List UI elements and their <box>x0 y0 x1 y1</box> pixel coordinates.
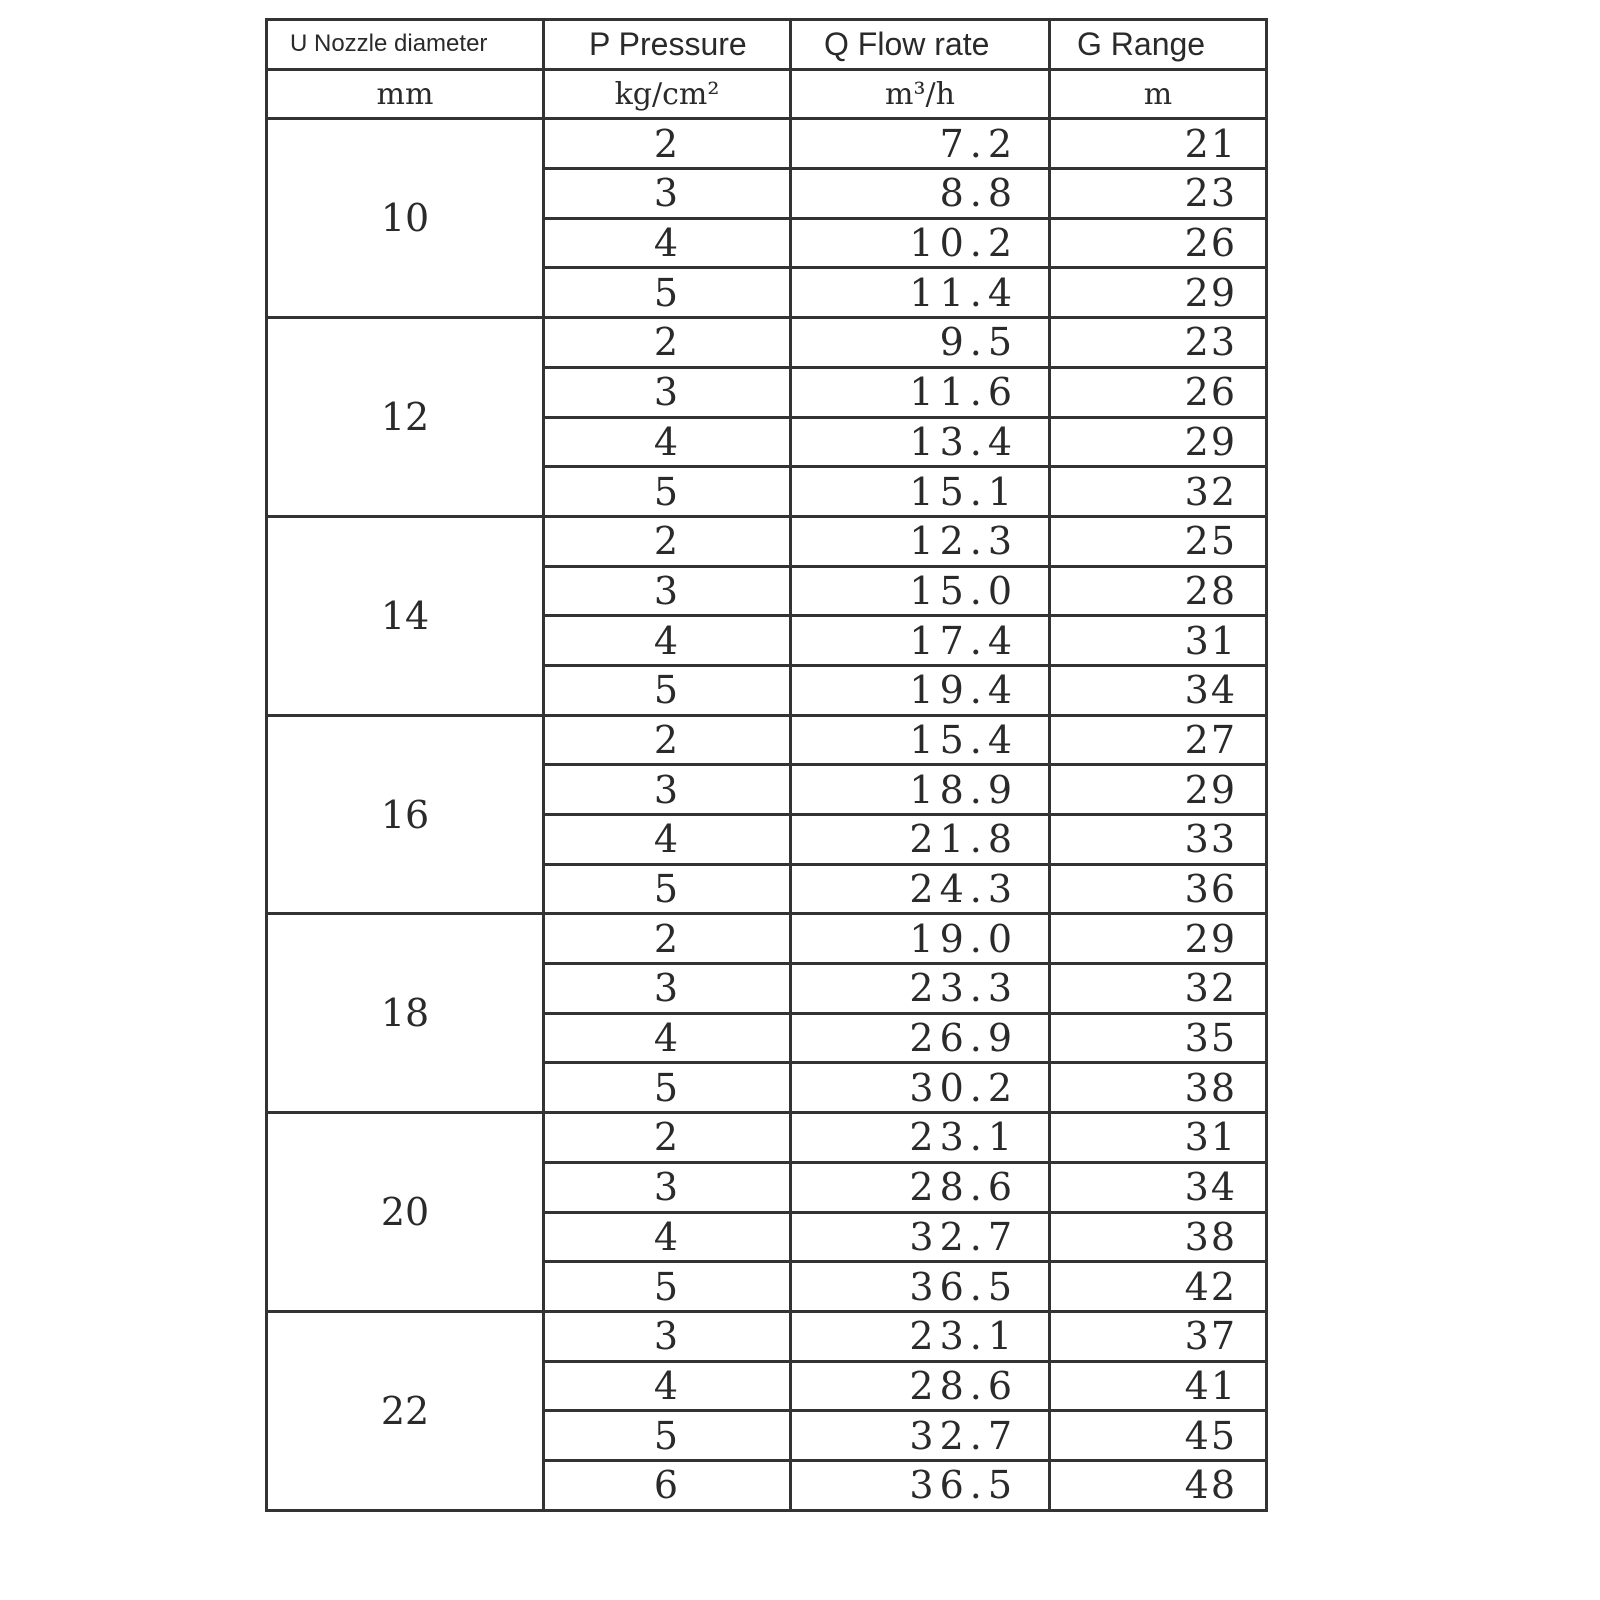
pressure-cell: 5 <box>544 1063 791 1113</box>
range-cell: 23 <box>1050 169 1267 219</box>
range-cell: 23 <box>1050 318 1267 368</box>
pressure-cell: 5 <box>544 1262 791 1312</box>
pressure-cell: 4 <box>544 417 791 467</box>
table-row <box>267 1311 1267 1361</box>
range-cell: 42 <box>1050 1262 1267 1312</box>
range-cell: 48 <box>1050 1460 1267 1510</box>
flow-rate-cell: 17.4 <box>791 616 1050 666</box>
range-cell: 34 <box>1050 665 1267 715</box>
flow-rate-cell: 32.7 <box>791 1411 1050 1461</box>
pressure-cell: 3 <box>544 765 791 815</box>
header-flow-rate: Q Flow rate <box>791 20 1050 70</box>
nozzle-diameter-cell: 22 <box>267 1311 544 1510</box>
nozzle-diameter-cell: 20 <box>267 1113 544 1312</box>
range-cell: 27 <box>1050 715 1267 765</box>
range-cell: 36 <box>1050 864 1267 914</box>
pressure-cell: 5 <box>544 268 791 318</box>
flow-rate-cell: 23.3 <box>791 964 1050 1014</box>
pressure-cell: 2 <box>544 1113 791 1163</box>
pressure-cell: 2 <box>544 914 791 964</box>
flow-rate-cell: 24.3 <box>791 864 1050 914</box>
nozzle-diameter-cell: 12 <box>267 318 544 517</box>
unit-pressure: kg/cm² <box>544 69 791 119</box>
flow-rate-cell: 28.6 <box>791 1162 1050 1212</box>
nozzle-diameter-cell: 10 <box>267 119 544 318</box>
flow-rate-cell: 15.4 <box>791 715 1050 765</box>
range-cell: 33 <box>1050 815 1267 865</box>
pressure-cell: 5 <box>544 864 791 914</box>
flow-rate-cell: 23.1 <box>791 1113 1050 1163</box>
flow-rate-cell: 13.4 <box>791 417 1050 467</box>
flow-rate-cell: 26.9 <box>791 1013 1050 1063</box>
flow-rate-cell: 11.4 <box>791 268 1050 318</box>
flow-rate-cell: 36.5 <box>791 1460 1050 1510</box>
pressure-cell: 5 <box>544 665 791 715</box>
range-cell: 32 <box>1050 964 1267 1014</box>
nozzle-diameter-cell: 18 <box>267 914 544 1113</box>
nozzle-diameter-cell: 16 <box>267 715 544 914</box>
range-cell: 29 <box>1050 914 1267 964</box>
flow-rate-cell: 36.5 <box>791 1262 1050 1312</box>
table-row <box>267 119 1267 169</box>
nozzle-diameter-cell: 14 <box>267 516 544 715</box>
range-cell: 26 <box>1050 218 1267 268</box>
pressure-cell: 2 <box>544 119 791 169</box>
range-cell: 21 <box>1050 119 1267 169</box>
table-row <box>267 1113 1267 1163</box>
range-cell: 26 <box>1050 367 1267 417</box>
pressure-cell: 4 <box>544 815 791 865</box>
flow-rate-cell: 8.8 <box>791 169 1050 219</box>
unit-diameter: mm <box>267 69 544 119</box>
range-cell: 37 <box>1050 1311 1267 1361</box>
flow-rate-cell: 9.5 <box>791 318 1050 368</box>
unit-range: m <box>1050 69 1267 119</box>
pressure-cell: 3 <box>544 566 791 616</box>
flow-rate-cell: 28.6 <box>791 1361 1050 1411</box>
flow-rate-cell: 10.2 <box>791 218 1050 268</box>
header-nozzle-diameter: U Nozzle diameter <box>267 20 544 70</box>
unit-row <box>267 69 1267 119</box>
pressure-cell: 4 <box>544 616 791 666</box>
range-cell: 25 <box>1050 516 1267 566</box>
flow-rate-cell: 23.1 <box>791 1311 1050 1361</box>
range-cell: 31 <box>1050 1113 1267 1163</box>
pressure-cell: 3 <box>544 964 791 1014</box>
flow-rate-cell: 19.4 <box>791 665 1050 715</box>
range-cell: 32 <box>1050 467 1267 517</box>
range-cell: 41 <box>1050 1361 1267 1411</box>
pressure-cell: 2 <box>544 516 791 566</box>
flow-rate-cell: 32.7 <box>791 1212 1050 1262</box>
range-cell: 38 <box>1050 1063 1267 1113</box>
pressure-cell: 4 <box>544 1361 791 1411</box>
table-row <box>267 318 1267 368</box>
flow-rate-cell: 7.2 <box>791 119 1050 169</box>
flow-rate-cell: 21.8 <box>791 815 1050 865</box>
flow-rate-cell: 15.0 <box>791 566 1050 616</box>
flow-rate-cell: 12.3 <box>791 516 1050 566</box>
pressure-cell: 3 <box>544 1162 791 1212</box>
range-cell: 45 <box>1050 1411 1267 1461</box>
range-cell: 31 <box>1050 616 1267 666</box>
flow-rate-cell: 15.1 <box>791 467 1050 517</box>
pressure-cell: 4 <box>544 218 791 268</box>
pressure-cell: 3 <box>544 169 791 219</box>
pressure-cell: 4 <box>544 1013 791 1063</box>
table-row <box>267 715 1267 765</box>
pressure-cell: 2 <box>544 715 791 765</box>
range-cell: 34 <box>1050 1162 1267 1212</box>
range-cell: 38 <box>1050 1212 1267 1262</box>
flow-rate-cell: 30.2 <box>791 1063 1050 1113</box>
table-row <box>267 914 1267 964</box>
pressure-cell: 3 <box>544 367 791 417</box>
nozzle-spec-table <box>265 18 1268 1512</box>
range-cell: 29 <box>1050 765 1267 815</box>
range-cell: 29 <box>1050 268 1267 318</box>
pressure-cell: 5 <box>544 1411 791 1461</box>
header-range: G Range <box>1050 20 1267 70</box>
flow-rate-cell: 18.9 <box>791 765 1050 815</box>
range-cell: 29 <box>1050 417 1267 467</box>
pressure-cell: 6 <box>544 1460 791 1510</box>
flow-rate-cell: 11.6 <box>791 367 1050 417</box>
header-pressure: P Pressure <box>544 20 791 70</box>
table-row <box>267 516 1267 566</box>
flow-rate-cell: 19.0 <box>791 914 1050 964</box>
range-cell: 35 <box>1050 1013 1267 1063</box>
header-row <box>267 20 1267 70</box>
unit-flow-rate: m³/h <box>791 69 1050 119</box>
pressure-cell: 4 <box>544 1212 791 1262</box>
pressure-cell: 3 <box>544 1311 791 1361</box>
range-cell: 28 <box>1050 566 1267 616</box>
pressure-cell: 5 <box>544 467 791 517</box>
pressure-cell: 2 <box>544 318 791 368</box>
